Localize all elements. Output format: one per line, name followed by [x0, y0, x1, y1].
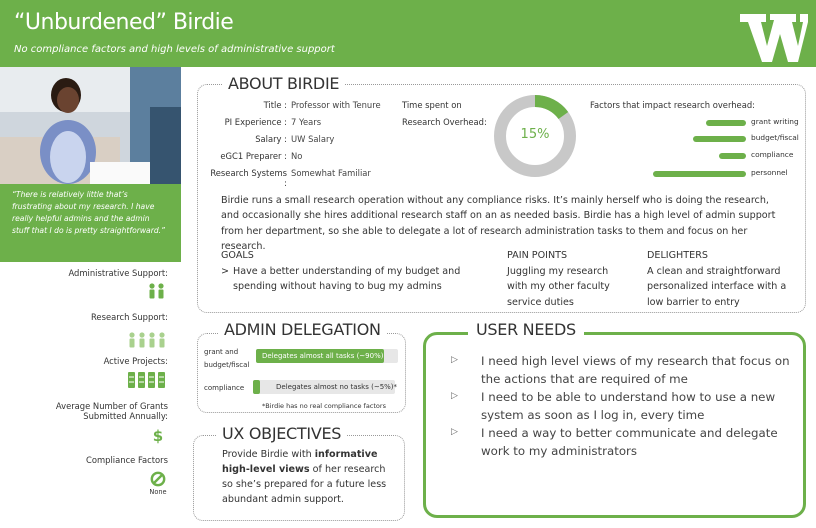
delighters-text: A clean and straightforward personalized interface with a low barrier to entry [647, 266, 787, 308]
ux-text-part: Provide Birdie with [222, 449, 315, 460]
factor-bar-budget [693, 136, 746, 142]
admin-delegation-box [197, 333, 406, 413]
user-need-item: I need high level views of my research that focus on the actions that are required of me [481, 354, 790, 386]
compliance-factors-label: Compliance Factors [86, 455, 168, 465]
quote-box [0, 184, 181, 262]
user-need-item: I need a way to better communicate and delegate work to my administrators [481, 426, 778, 458]
admin-row-label: grant and budget/fiscal [204, 348, 250, 369]
pain-points-heading: PAIN POINTS [507, 250, 568, 261]
admin-row-label: compliance [204, 384, 245, 392]
factor-label: personnel [751, 168, 788, 177]
bullet-triangle-icon: ▷ [451, 427, 458, 437]
uw-logo-icon [740, 14, 808, 62]
about-title: ABOUT BIRDIE [222, 74, 345, 93]
factor-bar-compliance [719, 153, 746, 159]
dollar-icon: $ [152, 427, 164, 445]
ux-bold-text: informative [314, 449, 378, 460]
persona-subtitle: No compliance factors and high levels of administrative support [14, 44, 335, 55]
projects-icon [127, 372, 169, 388]
admin-bar-text: Delegates almost no tasks (~5%)* [276, 383, 398, 391]
admin-note: *Birdie has no real compliance factors [262, 402, 386, 410]
factor-label: grant writing [751, 117, 799, 126]
pain-points-text: Juggling my research with my other faculty service duties [507, 266, 610, 308]
people-icon [127, 332, 169, 348]
user-needs-title: USER NEEDS [468, 320, 584, 339]
salary-label: Salary : [255, 134, 287, 144]
none-icon [150, 471, 166, 487]
systems-value: Somewhat Familiar [291, 168, 371, 178]
persona-photo [0, 67, 181, 184]
grants-label: Average Number of Grants Submitted Annually: [55, 401, 168, 421]
systems-label: Research Systems : [210, 168, 287, 188]
admin-bar-text: Delegates almost all tasks (~90%) [262, 352, 384, 360]
ux-objectives-text [222, 447, 397, 507]
persona-description: Birdie runs a small research operation without any compliance risks. It’s mainly herself who is doing the research, and occasionally she hires additional research staff on an as needed basis. Birdie has a high level of admin support from her department, so she able to delegate a lot of research administration tasks to them and focus on her research. [221, 195, 776, 253]
egc1-label: eGC1 Preparer : [220, 151, 287, 161]
admin-delegation-title: ADMIN DELEGATION [218, 320, 387, 339]
persona-quote: “There is relatively little that’s frustrating about my research. I have really helpful admins and the admin stuff that I do is pretty straightforward.” [12, 190, 165, 235]
factors-title: Factors that impact research overhead: [590, 100, 755, 110]
time-label-2: Research Overhead: [402, 117, 487, 127]
title-label: Title : [263, 100, 287, 110]
ux-objectives-title: UX OBJECTIVES [216, 424, 347, 443]
egc1-value: No [291, 151, 303, 161]
admin-bar-fill [253, 380, 260, 394]
delighters-heading: DELIGHTERS [647, 250, 708, 261]
factor-label: compliance [751, 150, 794, 159]
ux-text-part: of her research so she’s prepared for a future less abundant admin support. [222, 464, 387, 505]
bullet-triangle-icon: ▷ [451, 391, 458, 401]
goals-heading: GOALS [221, 250, 254, 261]
salary-value: UW Salary [291, 134, 335, 144]
factor-bar-grant-writing [706, 120, 746, 126]
experience-label: PI Experience : [224, 117, 287, 127]
goal-item: Have a better understanding of my budget and spending without having to bug my admins [233, 266, 461, 293]
ux-bold-text: high-level views [222, 464, 310, 475]
overhead-percent: 15% [520, 127, 550, 142]
user-need-item: I need to be able to understand how to use a new system as soon as I log in, every time [481, 390, 776, 422]
factor-label: budget/fiscal [751, 133, 799, 142]
persona-title: “Unburdened” Birdie [14, 10, 234, 35]
experience-value: 7 Years [291, 117, 322, 127]
admin-support-label: Administrative Support: [68, 268, 168, 278]
factor-bar-personnel [653, 171, 746, 177]
title-value: Professor with Tenure [291, 100, 381, 110]
active-projects-label: Active Projects: [103, 356, 168, 366]
goal-bullet: > [221, 266, 230, 277]
research-support-label: Research Support: [90, 312, 168, 322]
time-label-1: Time spent on [402, 100, 462, 110]
people-icon [147, 283, 167, 299]
compliance-none-value: None [149, 488, 167, 496]
bullet-triangle-icon: ▷ [451, 355, 458, 365]
